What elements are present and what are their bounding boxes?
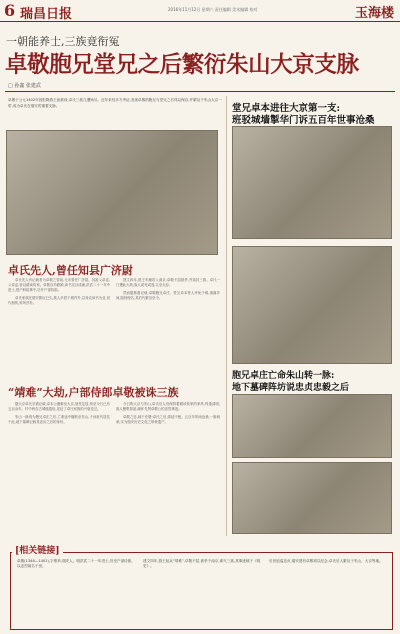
article-lead: 卓敬于公元1402年因拒降燕王而被诛,卓氏三族几遭殆尽。近年来经多方考证,发现卓敬的胞兄与堂兄之后得以保存,并繁衍于朱山大京一带,成为卓氏在瑞安的重要支脉。: [8, 98, 222, 108]
sidebar-title-2a: 胞兄卓庄亡命朱山转一脉:: [232, 371, 335, 381]
subhead-ancestors: 卓氏先人,曾任知县广济尉: [8, 264, 133, 277]
related-text-2: 建文四年,燕王起兵“靖难”,卓敬不屈,被杀于南京,诛灭三族,其事迹载于《明史》。: [143, 559, 261, 569]
paragraph: 卓氏先人有记载者为卓敬之曾祖,元末曾任广济尉。其祖父卓宣,父卓孟,皆以耕读传家。卓敬自幼聪颖,读书过目成诵,洪武二十一年中进士,授户科给事中,后升户部侍郎。: [8, 278, 110, 292]
sidebar-title-2b: 地下墓碑阵坊说忠贞忠毅之后: [232, 383, 350, 393]
photo-ancestral-hall: [6, 130, 218, 255]
body-column-4: [116, 402, 220, 536]
body-column-1: [8, 278, 110, 378]
related-links-box: [10, 552, 393, 630]
column-divider: [226, 96, 227, 536]
body-column-3: [8, 402, 110, 536]
newspaper-name: 瑞昌日报: [20, 7, 73, 22]
body-column-2: [116, 278, 220, 378]
paragraph: 朱山一脉则为胞兄卓庄之后,亡命途中辗转至朱山,子孙世代居住于此,地下墓碑记载其忠贞之后的身份。: [8, 415, 110, 424]
headline-rule: [5, 91, 395, 92]
paragraph: 卓氏家族在瑞安繁衍已久,族人多居于城内外,以务农读书为业,世代相传,家风淳朴。: [8, 296, 110, 305]
paragraph: 今日的大京与朱山,卓氏后人仍保持着耕读传家的家风,每逢清明,族人聚集祭祖,缅怀先贤卓敬公的忠烈事迹。: [116, 402, 220, 411]
related-text-1: 卓敬(1348—1402),字惟恭,瑞安人。明洪武二十一年进士,官至户部侍郎,以忠烈闻名于世。: [17, 559, 133, 569]
column-name: 玉海楼: [354, 6, 394, 21]
page-number: 6: [4, 1, 16, 20]
photo-descendants: [232, 462, 392, 534]
article-kicker: 一朝能养士,三族竟衔冤: [6, 35, 120, 48]
article-headline: 卓敬胞兄堂兄之后繁衍朱山大京支脉: [5, 52, 359, 78]
photo-city-wall: [232, 126, 392, 239]
photo-village: [232, 246, 392, 364]
masthead: [0, 0, 400, 22]
article-byline: □ 孙鑫 张建武: [8, 83, 41, 89]
paragraph: 然而据族谱记载,卓敬胞兄卓庄、堂兄卓本等人幸免于难,流落乡间,隐姓埋名,其后代繁衍至今。: [116, 291, 220, 300]
related-text-3: 后世追谥忠贞,瑞安建有卓敬祠以纪念,卓氏后人繁衍于朱山、大京等地。: [269, 559, 383, 563]
paragraph: 建文四年,燕王朱棣攻入南京,卓敬不屈被杀,并夷其三族。卓氏一门遭此大劫,族人或死或逃,几至无存。: [116, 278, 220, 287]
related-links-title: [相关链接]: [12, 543, 63, 556]
sidebar-title-1b: 班驳城墙掣华门诉五百年世事沧桑: [232, 115, 375, 126]
photo-tombstone: [232, 394, 392, 458]
sidebar-title-1a: 堂兄卓本进往大京第一支:: [232, 103, 341, 114]
paragraph: 据大京卓氏宗谱记载,卓本公避难至大京,垦荒定居,传至今日已有五百余年。村中尚存古城墙遗址,见证了卓氏家族的兴衰变迁。: [8, 402, 110, 411]
subhead-disaster: “靖难”大劫,户部侍郎卓敬被诛三族: [8, 386, 179, 399]
date-line: 2016年11月12日 星期六 责任编辑 美术编辑 校对: [168, 7, 258, 12]
paragraph: 卓敬之忠,载于史册;卓氏之后,绵延不绝。五百年风雨沧桑,一脉相承,实为瑞安历史文化之珍贵遗产。: [116, 415, 220, 424]
